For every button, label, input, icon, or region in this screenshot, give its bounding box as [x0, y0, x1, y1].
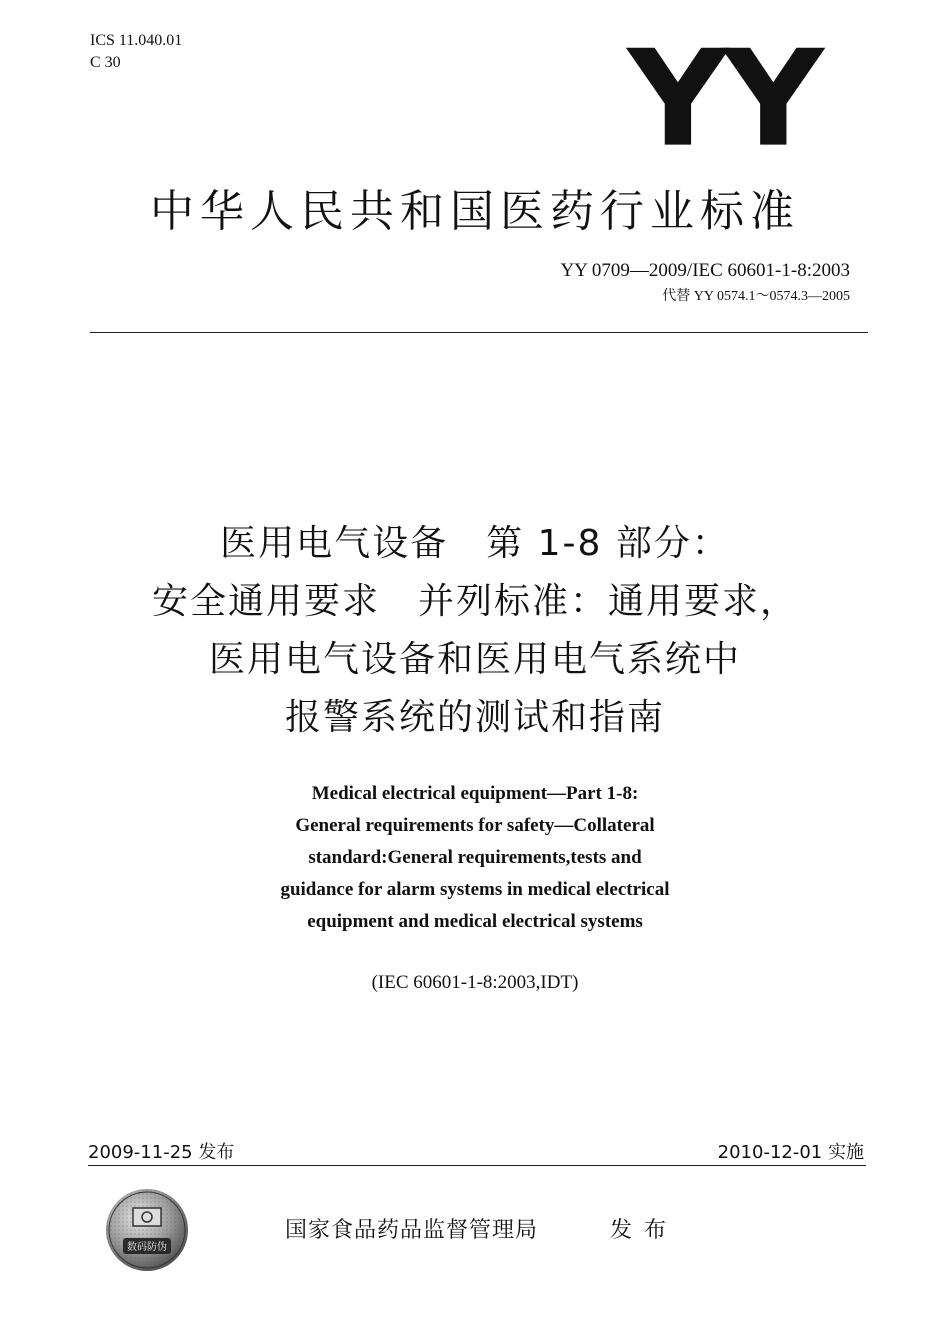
seal-text: 数码防伪: [127, 1242, 167, 1253]
title-en-line: General requirements for safety—Collateral: [295, 815, 655, 836]
bottom-divider: [88, 1165, 866, 1166]
title-chinese: [0, 515, 950, 747]
implementation-date: 2010-12-01 实施: [717, 1142, 864, 1163]
industry-standard-heading: 中华人民共和国医药行业标准: [150, 186, 800, 237]
anti-counterfeit-seal-icon: [105, 1188, 189, 1272]
publisher-name: 国家食品药品监督管理局: [285, 1218, 539, 1243]
replaces-standard: 代替 YY 0574.1～0574.3—2005: [662, 289, 850, 304]
title-en-line: standard:General requirements,tests and: [308, 847, 642, 868]
yy-logo: YY: [627, 22, 818, 177]
title-cn-line: 报警系统的测试和指南: [284, 697, 665, 738]
title-english: [0, 778, 950, 938]
title-en-line: Medical electrical equipment—Part 1-8:: [311, 783, 639, 804]
title-cn-line: 医用电气设备 第 1-8 部分：: [220, 523, 730, 564]
class-code: C 30: [90, 54, 121, 71]
top-divider: [90, 332, 868, 333]
publish-label: 发布: [610, 1218, 679, 1243]
title-en-line: guidance for alarm systems in medical electrical: [280, 879, 670, 900]
issue-date: 2009-11-25 发布: [88, 1142, 235, 1163]
ics-code: ICS 11.040.01: [90, 32, 183, 49]
classification-codes: [90, 30, 182, 74]
title-cn-line: 安全通用要求 并列标准：通用要求，: [151, 581, 798, 622]
title-en-line: equipment and medical electrical systems: [307, 911, 643, 932]
title-cn-line: 医用电气设备和医用电气系统中: [208, 639, 741, 680]
standard-number: YY 0709—2009/IEC 60601-1-8:2003: [560, 260, 850, 281]
equivalence-note: (IEC 60601-1-8:2003,IDT): [371, 972, 579, 993]
